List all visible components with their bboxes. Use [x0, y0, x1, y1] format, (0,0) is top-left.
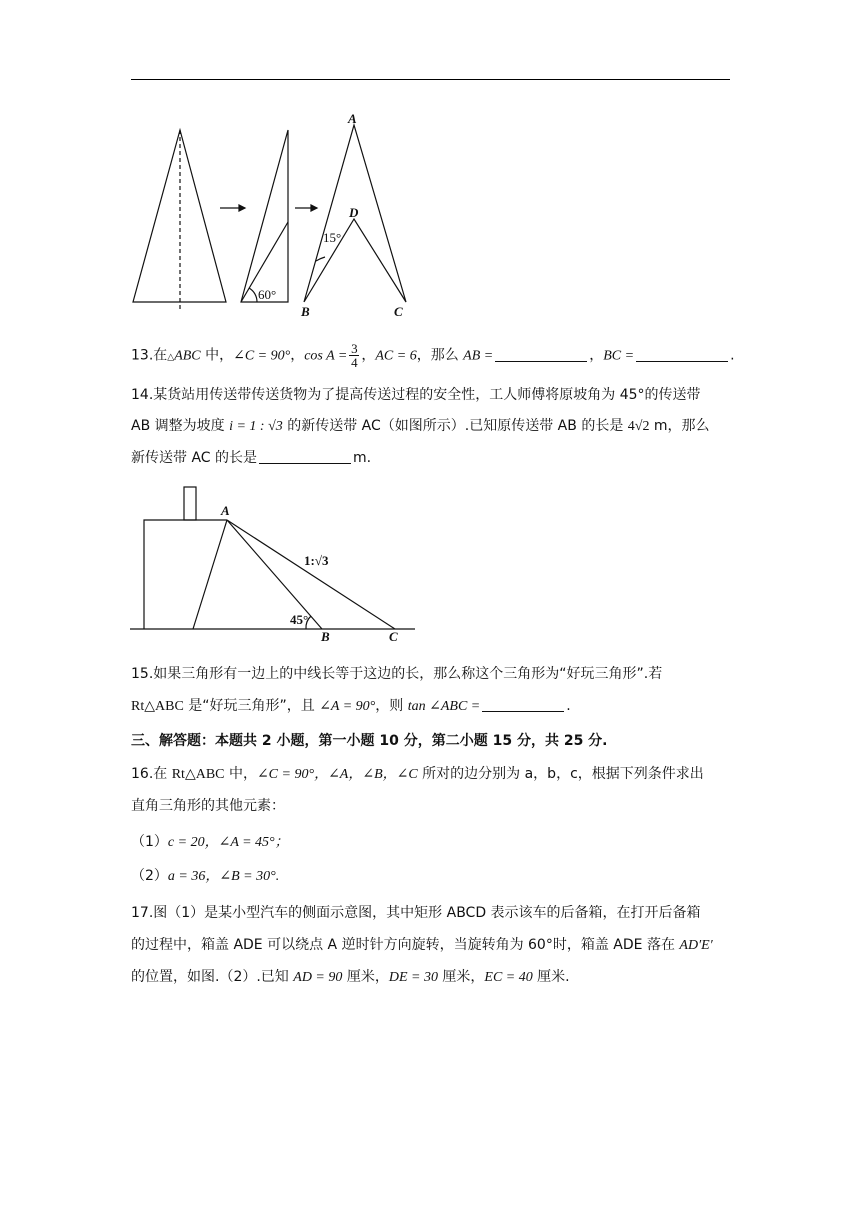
- q13-fraction: [349, 342, 359, 369]
- q15-text-c: ，则: [375, 698, 408, 714]
- point-label-a: A: [221, 503, 230, 518]
- question-16-part2: [131, 866, 279, 887]
- q13-then: ，那么: [416, 347, 464, 364]
- point-label-d: D: [349, 205, 359, 220]
- q17-unit-2: 厘米，: [437, 969, 485, 985]
- q15-angle-a: ∠A = 90°: [319, 699, 376, 714]
- q13-ab: AB =: [463, 348, 494, 364]
- slope-label: 1:√3: [304, 553, 329, 568]
- question-17-line3: [131, 967, 570, 988]
- q16-conditions: ∠C = 90°，∠A，∠B，∠C: [256, 767, 418, 782]
- folding-triangles-figure: [125, 108, 425, 320]
- q14-unit: m.: [353, 450, 372, 466]
- building-wall: [144, 520, 227, 629]
- q17-ec: EC = 40: [484, 970, 533, 985]
- q13-angle-c: ∠C = 90°: [233, 348, 291, 364]
- q16-text-b: 中，: [224, 766, 257, 782]
- q17-unit-3: 厘米.: [532, 969, 570, 985]
- q15-rt-triangle: Rt△ABC: [131, 699, 184, 714]
- question-15-line1: 15.如果三角形有一边上的中线长等于这边的长，那么称这个三角形为“好玩三角形”.若: [131, 666, 663, 682]
- point-label-c: C: [394, 304, 403, 319]
- q14-text-b: 的新传送带 AC（如图所示）.已知原传送带 AB 的长是: [282, 418, 628, 434]
- point-label-b: B: [321, 629, 330, 644]
- question-17-line1: 17.图（1）是某小型汽车的侧面示意图，其中矩形 ABCD 表示该车的后备箱，在打开后备箱: [131, 905, 701, 921]
- q13-answer-blank-ab[interactable]: [495, 347, 587, 362]
- q13-ac: AC = 6: [375, 348, 417, 364]
- q15-end: .: [566, 698, 571, 714]
- q17-text-line3: 的位置，如图.（2）.已知: [131, 969, 294, 985]
- q16-part1-label: （1）: [131, 834, 168, 850]
- q17-unit-1: 厘米，: [342, 969, 389, 985]
- arrow-head-2: [311, 205, 317, 211]
- q16-part2-values: a = 36，∠B = 30°.: [167, 869, 280, 884]
- q13-text: 中，: [200, 347, 234, 364]
- section-3-heading: 三、解答题：本题共 2 小题，第一小题 10 分，第二小题 15 分，共 25 分.: [131, 733, 608, 749]
- q13-triangle: ABC: [174, 348, 201, 364]
- q16-text-a: 16.在: [131, 766, 172, 782]
- q15-text-b: 是“好玩三角形”，且: [183, 698, 320, 714]
- angle-arc-60: [249, 288, 257, 302]
- question-16-part1: [131, 832, 289, 853]
- chimney: [184, 487, 196, 520]
- point-label-b: B: [301, 304, 310, 319]
- q16-text-c: 所对的边分别为 a，b，c，根据下列条件求出: [417, 766, 704, 782]
- q14-length: 4√2: [627, 419, 650, 434]
- angle-label-60: 60°: [258, 287, 277, 302]
- q17-de: DE = 30: [388, 970, 438, 985]
- q13-number: 13.在: [131, 347, 168, 364]
- question-15-line2: [131, 696, 571, 717]
- angle-label-45: 45°: [290, 612, 309, 627]
- q15-tan: tan ∠ABC =: [407, 699, 481, 714]
- q13-frac-num: 3: [351, 341, 358, 356]
- arrow-head-1: [239, 205, 245, 211]
- q14-text-line3: 新传送带 AC 的长是: [131, 450, 258, 466]
- q17-text-a: 的过程中，箱盖 ADE 可以绕点 A 逆时针方向旋转，当旋转角为 60°时，箱盖 ADE 落在: [131, 937, 680, 953]
- question-14-line1: 14.某货站用传送带传送货物为了提高传送过程的安全性，工人师傅将原坡角为 45°的传送带: [131, 387, 701, 403]
- question-16-line1: [131, 764, 704, 785]
- q17-ade-prime: AD′E′: [679, 938, 713, 953]
- support-line: [193, 520, 227, 629]
- right-triangle: [241, 130, 288, 302]
- question-17-line2: [131, 935, 713, 956]
- header-rule: [131, 79, 730, 80]
- question-14-line3: [131, 448, 371, 468]
- question-13: 13.在△ABC 中，∠C = 90°，cos A = $\frac{3}{4}$ ，AC = 6，那么 AB = ，BC = .: [131, 341, 735, 370]
- q13-frac-den: 4: [351, 355, 358, 370]
- q13-cos-a: cos A =: [304, 348, 348, 364]
- q14-slope: i = 1 : √3: [229, 419, 283, 434]
- question-14-line2: [131, 416, 710, 437]
- q13-bc: BC =: [603, 348, 635, 364]
- q14-answer-blank[interactable]: [259, 449, 351, 464]
- q17-ad: AD = 90: [293, 970, 343, 985]
- question-16-line2: 直角三角形的其他元素：: [131, 798, 285, 814]
- q16-part2-label: （2）: [131, 868, 168, 884]
- q16-part1-values: c = 20，∠A = 45°；: [167, 835, 289, 850]
- conveyor-figure: [125, 485, 425, 645]
- point-label-c: C: [389, 629, 398, 644]
- q14-text-a: AB 调整为坡度: [131, 418, 230, 434]
- angle-label-15: 15°: [323, 230, 342, 245]
- q15-answer-blank[interactable]: [482, 697, 564, 712]
- q13-answer-blank-bc[interactable]: [636, 347, 728, 362]
- angle-arc-15: [316, 257, 325, 261]
- belt-ac: [227, 520, 395, 629]
- q14-text-c: m，那么: [649, 418, 710, 434]
- q16-rt-triangle: Rt△ABC: [171, 767, 225, 782]
- point-label-a: A: [348, 111, 357, 126]
